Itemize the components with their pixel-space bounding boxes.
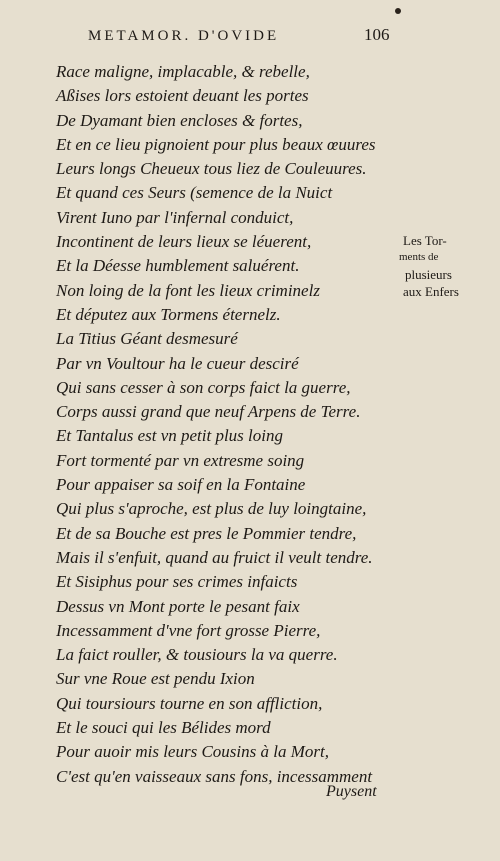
verse-line: Corps aussi grand que neuf Arpens de Terre. bbox=[56, 402, 361, 422]
verse-line: Pour appaiser sa soif en la Fontaine bbox=[56, 475, 306, 495]
verse-line: Mais il s'enfuit, quand au fruict il veult tendre. bbox=[56, 547, 373, 567]
verse-line: C'est qu'en vaisseaux sans fons, incessamment bbox=[56, 766, 373, 786]
verse-line: Et en ce lieu pignoient pour plus beaux œuures bbox=[56, 134, 376, 154]
verse-line: Fort tormenté par vn extresme soing bbox=[56, 450, 305, 470]
verse-line: Et quand ces Seurs (semence de la Nuict bbox=[56, 183, 333, 203]
verse-block bbox=[56, 60, 416, 789]
verse-line: Et la Déesse humblement saluérent. bbox=[56, 256, 300, 276]
verse-line: Incessamment d'vne fort grosse Pierre, bbox=[56, 620, 321, 640]
verse-line: Qui toursiours tourne en son affliction, bbox=[56, 693, 323, 713]
verse-line: Par vn Voultour ha le cueur desciré bbox=[56, 353, 299, 373]
margin-note-line: Les Tor- bbox=[403, 233, 447, 248]
verse-line: Et le souci qui les Bélides mord bbox=[56, 718, 271, 738]
running-title: METAMOR. D'OVIDE bbox=[88, 28, 280, 44]
verse-line: Virent Iuno par l'infernal conduict, bbox=[56, 207, 294, 227]
verse-line: Qui sans cesser à son corps faict la guerre, bbox=[56, 377, 351, 397]
margin-note-line: ments de bbox=[399, 251, 439, 263]
verse-line: Et Tantalus est vn petit plus loing bbox=[56, 426, 283, 446]
verse-line: Non loing de la font les lieux criminelz bbox=[56, 280, 320, 300]
verse-line: Incontinent de leurs lieux se léuerent, bbox=[56, 232, 312, 252]
verse-line: Race maligne, implacable, & rebelle, bbox=[56, 62, 310, 81]
verse-line: Sur vne Roue est pendu Ixion bbox=[56, 669, 255, 689]
margin-note-line: plusieurs bbox=[405, 267, 452, 282]
running-header bbox=[88, 25, 418, 45]
margin-note-line: aux Enfers bbox=[403, 284, 459, 299]
catchword: Puysent bbox=[326, 783, 377, 800]
page-number: 106 bbox=[364, 25, 390, 44]
margin-note bbox=[399, 232, 489, 300]
verse-line: Et de sa Bouche est pres le Pommier tendre, bbox=[56, 523, 357, 543]
verse-line: De Dyamant bien encloses & fortes, bbox=[56, 110, 303, 130]
verse-line: La Titius Géant desmesuré bbox=[56, 329, 238, 349]
verse-line: Qui plus s'aproche, est plus de luy loingtaine, bbox=[56, 499, 367, 519]
verse-line: Et Sisiphus pour ses crimes infaicts bbox=[56, 572, 298, 592]
ink-dot-ornament bbox=[395, 8, 401, 14]
verse-line: La faict rouller, & tousiours la va querre. bbox=[56, 645, 338, 665]
verse-line: Et députez aux Tormens éternelz. bbox=[56, 304, 281, 324]
verse-line: Dessus vn Mont porte le pesant faix bbox=[56, 596, 300, 616]
verse-line: Aßises lors estoient deuant les portes bbox=[56, 86, 309, 106]
verse-line: Pour auoir mis leurs Cousins à la Mort, bbox=[56, 742, 329, 762]
verse-line: Leurs longs Cheueux tous liez de Couleuures. bbox=[56, 159, 367, 179]
